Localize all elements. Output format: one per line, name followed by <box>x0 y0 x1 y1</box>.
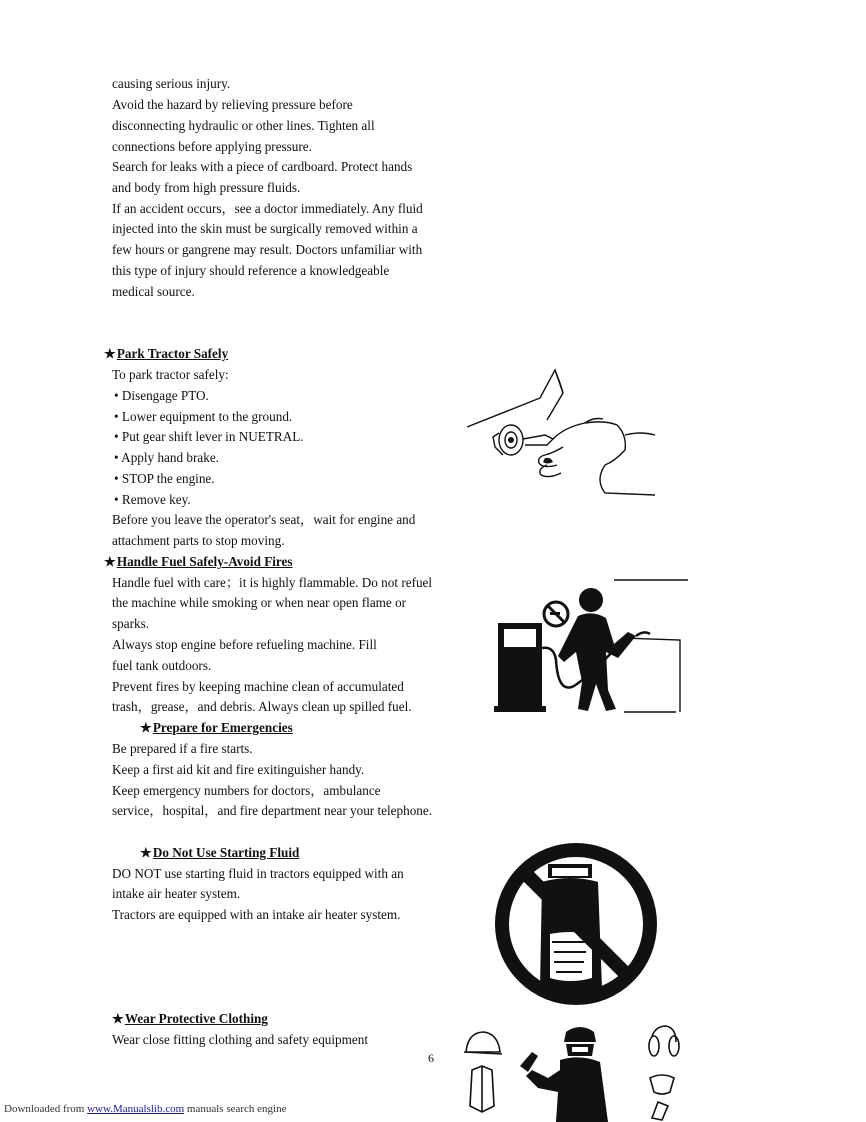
park-line: attachment parts to stop moving. <box>112 533 285 548</box>
intro-line: If an accident occurs，see a doctor immediately. Any fluid <box>112 201 423 216</box>
park-line: • Lower equipment to the ground. <box>114 409 293 424</box>
park-line: Before you leave the operator's seat，wait for engine and <box>112 512 416 527</box>
fuel-line: Handle fuel with care；it is highly flammable. Do not refuel <box>112 575 433 590</box>
intro-line: causing serious injury. <box>112 76 231 91</box>
emergencies-line: service，hospital，and fire department near your telephone. <box>112 803 433 818</box>
fuel-line: sparks. <box>112 616 149 631</box>
star-icon: ★ <box>140 720 152 735</box>
fuel-heading-text: Handle Fuel Safely-Avoid Fires <box>116 554 293 569</box>
fuel-line: the machine while smoking or when near open flame or <box>112 595 407 610</box>
starting-fluid-heading-text: Do Not Use Starting Fluid <box>152 845 300 860</box>
intro-line: disconnecting hydraulic or other lines. Tighten all <box>112 118 375 133</box>
emergencies-heading-text: Prepare for Emergencies <box>152 720 293 735</box>
park-heading <box>104 346 228 362</box>
no-starting-fluid-illustration <box>492 838 662 1010</box>
protective-heading-text: Wear Protective Clothing <box>124 1011 268 1026</box>
footer-suffix: manuals search engine <box>184 1103 287 1115</box>
fuel-heading <box>104 554 293 570</box>
emergencies-heading <box>140 720 293 736</box>
star-icon: ★ <box>104 554 116 569</box>
park-line: To park tractor safely: <box>112 367 229 382</box>
starting-fluid-line: DO NOT use starting fluid in tractors equipped with an <box>112 866 404 881</box>
protective-line: Wear close fitting clothing and safety equipment <box>112 1032 369 1047</box>
intro-line: Avoid the hazard by relieving pressure before <box>112 97 353 112</box>
protective-heading <box>112 1011 268 1027</box>
intro-line: few hours or gangrene may result. Doctors unfamiliar with <box>112 242 423 257</box>
park-line: • STOP the engine. <box>114 471 215 486</box>
intro-line: medical source. <box>112 284 195 299</box>
star-icon: ★ <box>140 845 152 860</box>
park-line: • Apply hand brake. <box>114 450 219 465</box>
refueling-no-smoking-illustration <box>494 578 690 716</box>
intro-line: injected into the skin must be surgically removed within a <box>112 221 418 236</box>
park-line: • Remove key. <box>114 492 191 507</box>
footer-prefix: Downloaded from <box>4 1103 88 1115</box>
ignition-key-illustration <box>465 365 690 500</box>
starting-fluid-heading <box>140 845 299 861</box>
emergencies-line: Be prepared if a fire starts. <box>112 741 253 756</box>
star-icon: ★ <box>112 1011 124 1026</box>
download-footer <box>4 1103 286 1115</box>
emergencies-line: Keep emergency numbers for doctors，ambulance <box>112 783 381 798</box>
starting-fluid-line: intake air heater system. <box>112 886 241 901</box>
star-icon: ★ <box>104 346 116 361</box>
page-number: 6 <box>428 1051 434 1065</box>
manualslib-link[interactable]: www.Manualslib.com <box>87 1103 185 1115</box>
fuel-line: Always stop engine before refueling machine. Fill <box>112 637 377 652</box>
intro-line: and body from high pressure fluids. <box>112 180 301 195</box>
starting-fluid-line: Tractors are equipped with an intake air heater system. <box>112 907 401 922</box>
park-heading-text: Park Tractor Safely <box>116 346 229 361</box>
fuel-line: trash，grease，and debris. Always clean up spilled fuel. <box>112 699 412 714</box>
intro-line: connections before applying pressure. <box>112 139 312 154</box>
protective-gear-illustration <box>462 1022 686 1122</box>
park-line: • Disengage PTO. <box>114 388 209 403</box>
intro-line: this type of injury should reference a knowledgeable <box>112 263 390 278</box>
fuel-line: Prevent fires by keeping machine clean of accumulated <box>112 679 404 694</box>
fuel-line: fuel tank outdoors. <box>112 658 212 673</box>
park-line: • Put gear shift lever in NUETRAL. <box>114 429 304 444</box>
emergencies-line: Keep a first aid kit and fire exitinguisher handy. <box>112 762 365 777</box>
intro-line: Search for leaks with a piece of cardboard. Protect hands <box>112 159 413 174</box>
